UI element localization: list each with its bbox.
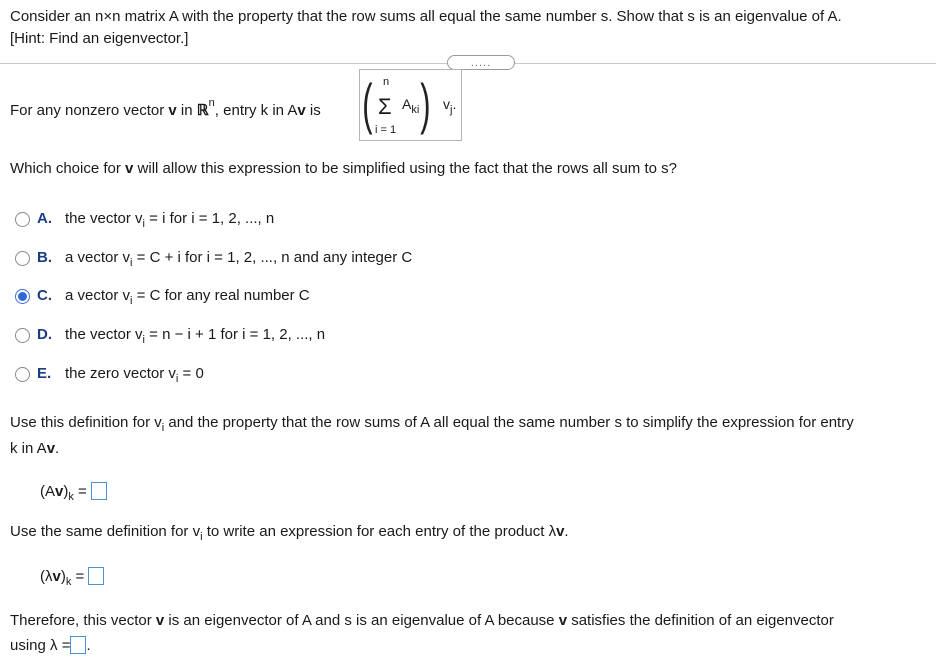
radio-e[interactable]	[15, 367, 30, 382]
question-hint: [Hint: Find an eigenvector.]	[10, 30, 189, 47]
sigma-symbol: Σ	[378, 94, 392, 119]
conclusion-line2: using λ = .	[10, 637, 91, 654]
lambda-v-answer-input[interactable]	[88, 567, 104, 585]
expand-more-button[interactable]: .....	[447, 55, 515, 70]
sum-formula	[359, 69, 462, 141]
instruction-1-line2: k in Av.	[10, 440, 60, 457]
lambda-answer-input[interactable]	[70, 636, 86, 654]
radio-a[interactable]	[15, 212, 30, 227]
prompt-text: Which choice for v will allow this expression to be simplified using the fact that the rows all sum to s?	[10, 160, 677, 177]
question-text: Consider an n×n matrix A with the property that the row sums all equal the same number s. Show that s is an eigenvalue of A.	[10, 8, 842, 25]
radio-b[interactable]	[15, 251, 30, 266]
sum-upper-limit: n	[383, 76, 390, 88]
lambda-v-answer-row: $(\lambda v)_k$ =	[40, 567, 104, 588]
option-label: B.	[37, 249, 52, 266]
instruction-2: Use the same definition for $v_i$ to write an expression for each entry of the product λv.	[10, 523, 569, 543]
option-text: the vector $v_i = i$ for i = 1, 2, ..., n	[65, 210, 275, 230]
conclusion-text: Therefore, this vector v is an eigenvector of A and s is an eigenvalue of A because v satisfies the definition of an eigenvector	[10, 612, 834, 629]
left-paren: (	[362, 72, 373, 135]
option-label: E.	[37, 365, 52, 382]
option-text: a vector $v_i = C$ for any real number C	[65, 287, 310, 307]
instruction-1: Use this definition for $v_i$ and the property that the row sums of A all equal the same number s to simplify the expression for entry	[10, 414, 854, 434]
sum-lower-limit: i = 1	[375, 124, 397, 136]
option-text: the zero vector $v_i = 0$	[65, 365, 204, 385]
av-answer-row: $(Av)_k$ =	[40, 482, 107, 503]
option-label: C.	[37, 287, 52, 304]
sum-term: $A_{ki}$	[402, 96, 420, 116]
option-label: D.	[37, 326, 52, 343]
option-text: a vector $v_i = C + i$ for i = 1, 2, ..., n and any integer C	[65, 249, 413, 269]
right-paren: )	[420, 72, 431, 135]
option-label: A.	[37, 210, 52, 227]
radio-d[interactable]	[15, 328, 30, 343]
option-text: the vector $v_i = n - i + 1$ for i = 1, 2, ..., n	[65, 326, 326, 346]
radio-c-selected[interactable]	[15, 289, 30, 304]
vector-term: $v_j$.	[443, 96, 457, 116]
formula-lead-text: For any nonzero vector v in ℝ$^n$, entry k in Av is	[10, 97, 321, 119]
av-answer-input[interactable]	[91, 482, 107, 500]
